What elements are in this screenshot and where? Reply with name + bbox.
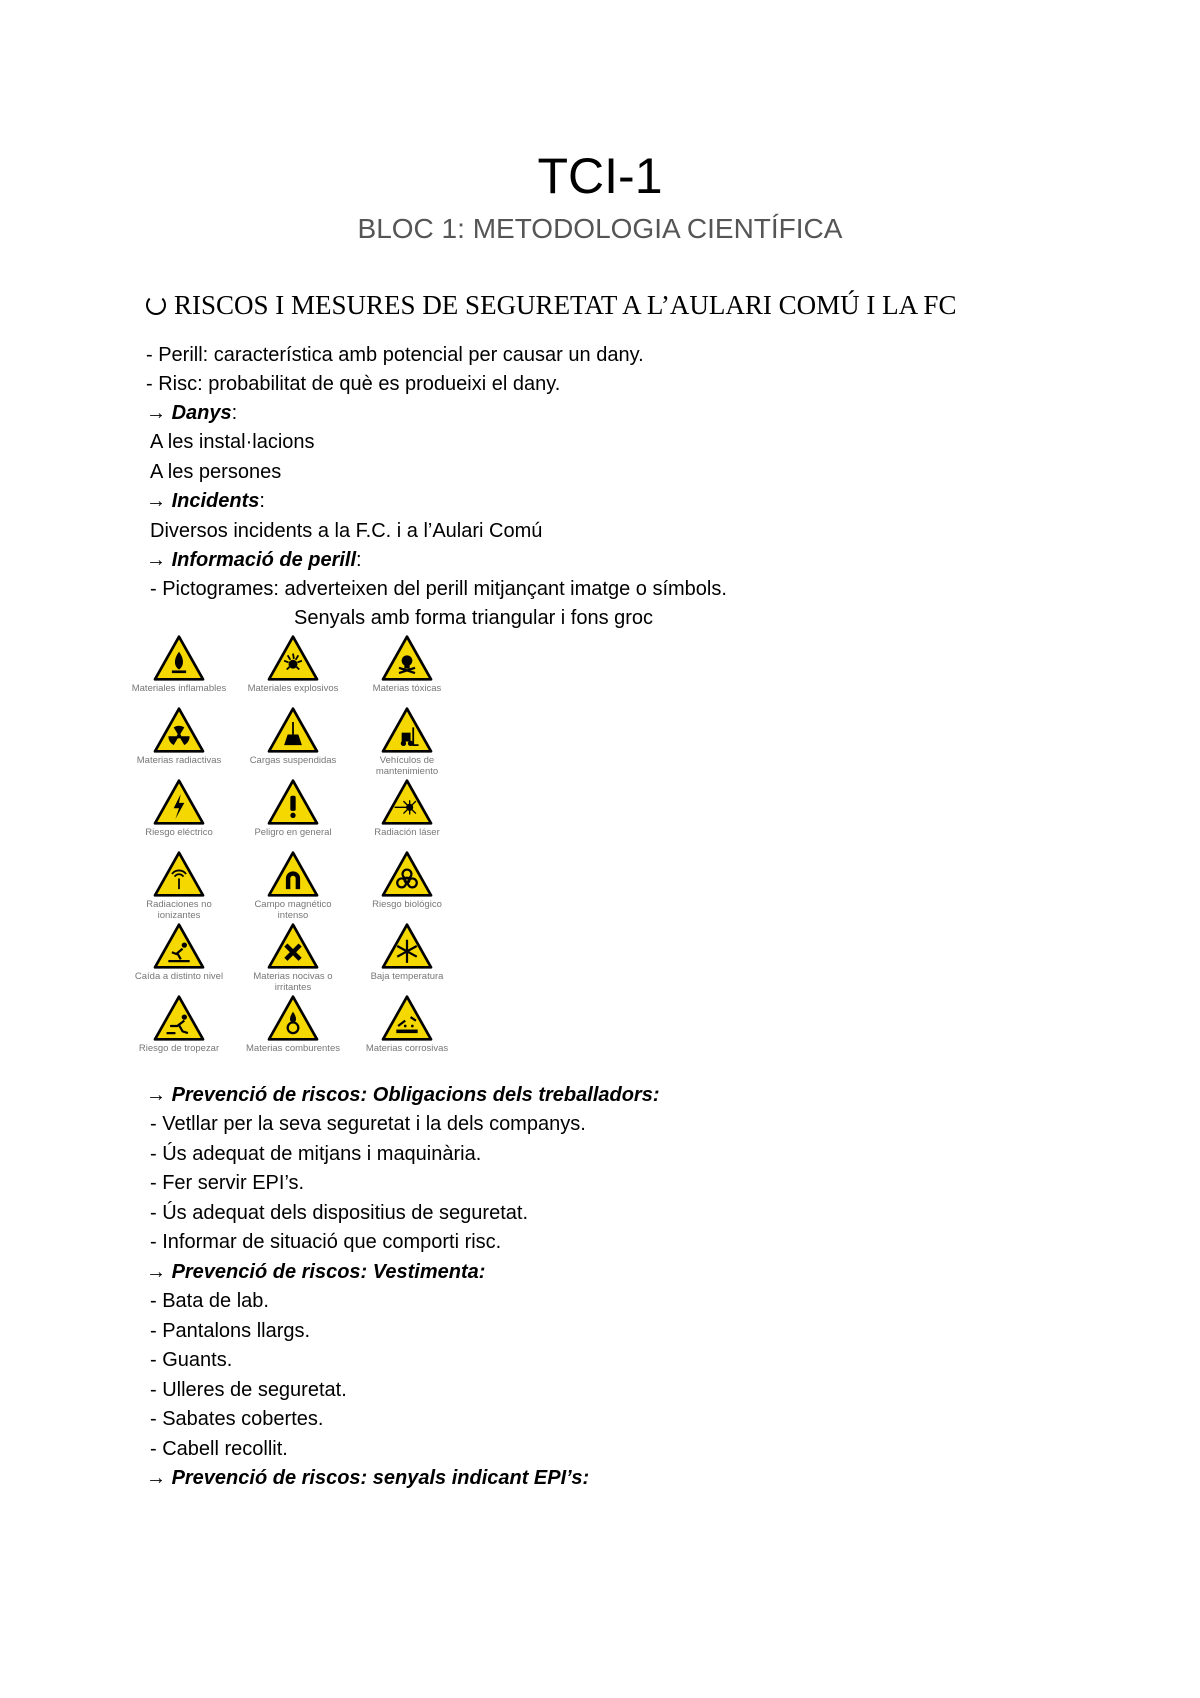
- hazard-sign-caption: Materias comburentes: [246, 1043, 340, 1054]
- text-line: - Sabates cobertes.: [150, 1408, 324, 1430]
- hazard-sign: [352, 922, 462, 982]
- hazard-sign: [352, 778, 462, 838]
- text-line: - Informar de situació que comporti risc.: [150, 1231, 502, 1253]
- arrow: →: [146, 490, 172, 512]
- hazard-sign-caption: Peligro en general: [254, 827, 332, 838]
- non-ionizing-icon: [152, 850, 206, 898]
- subheading-prevention-ppe-signs: [146, 1465, 589, 1491]
- hazard-sign-caption: Materias corrosivas: [365, 1043, 449, 1054]
- hazard-sign-caption: Baja temperatura: [370, 971, 444, 982]
- hazard-sign: [124, 634, 234, 694]
- explosion-icon: [266, 634, 320, 682]
- text-line: - Guants.: [150, 1349, 233, 1371]
- harmful-x-icon: [266, 922, 320, 970]
- snowflake-icon: [380, 922, 434, 970]
- hazard-sign-caption: Vehículos de mantenimiento: [375, 755, 439, 777]
- text-line: A les persones: [150, 461, 282, 483]
- subheading-danys: [146, 400, 237, 426]
- lightning-icon: [152, 778, 206, 826]
- hazard-pictogram-grid: [131, 634, 490, 1074]
- hazard-sign-caption: Materias nocivas o irritantes: [253, 971, 333, 993]
- subheading-label: Prevenció de riscos: Obligacions dels treballadors:: [171, 1084, 660, 1106]
- arrow: →: [146, 1261, 172, 1283]
- hazard-sign: [352, 994, 462, 1054]
- flame-icon: [152, 634, 206, 682]
- colon: :: [356, 549, 362, 571]
- hazard-sign-caption: Materias radiactivas: [136, 755, 222, 766]
- fall-icon: [152, 922, 206, 970]
- oxidizer-icon: [266, 994, 320, 1042]
- text-line: - Risc: probabilitat de què es produeixi el dany.: [146, 373, 561, 395]
- text-line: - Bata de lab.: [150, 1290, 269, 1312]
- hazard-sign-caption: Materias tóxicas: [372, 683, 442, 694]
- hazard-sign: [124, 778, 234, 838]
- subheading-prevention-obligations: [146, 1082, 660, 1108]
- exclamation-icon: [266, 778, 320, 826]
- section-heading: [146, 288, 956, 322]
- text-line: - Pantalons llargs.: [150, 1320, 311, 1342]
- hazard-sign: [238, 778, 348, 838]
- text-line: - Cabell recollit.: [150, 1438, 288, 1460]
- hazard-sign-caption: Cargas suspendidas: [249, 755, 337, 766]
- arrow: →: [146, 1084, 172, 1106]
- subheading-label: Prevenció de riscos: senyals indicant EPI’s:: [171, 1467, 590, 1489]
- refresh-icon: [146, 295, 166, 315]
- hazard-sign-caption: Riesgo de tropezar: [138, 1043, 220, 1054]
- magnet-icon: [266, 850, 320, 898]
- suspended-load-icon: [266, 706, 320, 754]
- page-subtitle: BLOC 1: METODOLOGIA CIENTÍFICA: [357, 213, 843, 244]
- hazard-sign-caption: Materiales inflamables: [131, 683, 227, 694]
- hazard-sign: [124, 994, 234, 1054]
- section-heading-text: RISCOS I MESURES DE SEGURETAT A L’AULARI COMÚ I LA FC: [174, 290, 957, 320]
- hazard-sign: [352, 706, 462, 777]
- hazard-sign: [124, 850, 234, 921]
- hazard-sign-caption: Radiaciones no ionizantes: [146, 899, 212, 921]
- hazard-sign: [352, 634, 462, 694]
- page-title: TCI-1: [537, 148, 663, 204]
- subheading-incidents: [146, 488, 265, 514]
- text-line: A les instal·lacions: [150, 431, 315, 453]
- subheading-info: [146, 547, 362, 573]
- biohazard-icon: [380, 850, 434, 898]
- hazard-sign: [238, 922, 348, 993]
- hazard-sign-caption: Materiales explosivos: [247, 683, 339, 694]
- text-line: - Ús adequat de mitjans i maquinària.: [150, 1143, 482, 1165]
- subheading-label: Danys: [171, 402, 232, 424]
- hazard-sign: [124, 922, 234, 982]
- subheading-prevention-clothing: [146, 1259, 485, 1285]
- text-line: - Ús adequat dels dispositius de seguretat.: [150, 1202, 528, 1224]
- subheading-label: Informació de perill: [171, 549, 357, 571]
- arrow: →: [146, 549, 172, 571]
- text-line: - Ulleres de seguretat.: [150, 1379, 347, 1401]
- hazard-sign: [238, 850, 348, 921]
- hazard-sign: [238, 634, 348, 694]
- text-line: - Pictogrames: adverteixen del perill mitjançant imatge o símbols.: [150, 578, 727, 600]
- arrow: →: [146, 402, 172, 424]
- hazard-sign-caption: Riesgo eléctrico: [145, 827, 213, 838]
- text-line: - Vetllar per la seva seguretat i la dels companys.: [150, 1113, 586, 1135]
- trip-icon: [152, 994, 206, 1042]
- radiation-icon: [152, 706, 206, 754]
- colon: :: [231, 402, 238, 424]
- hazard-sign: [124, 706, 234, 766]
- hazard-sign-caption: Caída a distinto nivel: [134, 971, 224, 982]
- laser-icon: [380, 778, 434, 826]
- hazard-sign: [238, 706, 348, 766]
- text-line: - Fer servir EPI’s.: [150, 1172, 305, 1194]
- hazard-sign: [238, 994, 348, 1054]
- subheading-label: Prevenció de riscos: Vestimenta:: [171, 1261, 486, 1283]
- text-line: Senyals amb forma triangular i fons groc: [294, 607, 654, 629]
- colon: :: [259, 490, 265, 512]
- subheading-label: Incidents: [171, 490, 260, 512]
- skull-icon: [380, 634, 434, 682]
- hazard-sign-caption: Radiación láser: [374, 827, 440, 838]
- hazard-sign-caption: Riesgo biológico: [372, 899, 442, 910]
- forklift-icon: [380, 706, 434, 754]
- corrosive-icon: [380, 994, 434, 1042]
- text-line: - Perill: característica amb potencial per causar un dany.: [146, 344, 644, 366]
- hazard-sign-caption: Campo magnético intenso: [254, 899, 332, 921]
- hazard-sign: [352, 850, 462, 910]
- arrow: →: [146, 1467, 172, 1489]
- text-line: Diversos incidents a la F.C. i a l’Aulari Comú: [150, 520, 543, 542]
